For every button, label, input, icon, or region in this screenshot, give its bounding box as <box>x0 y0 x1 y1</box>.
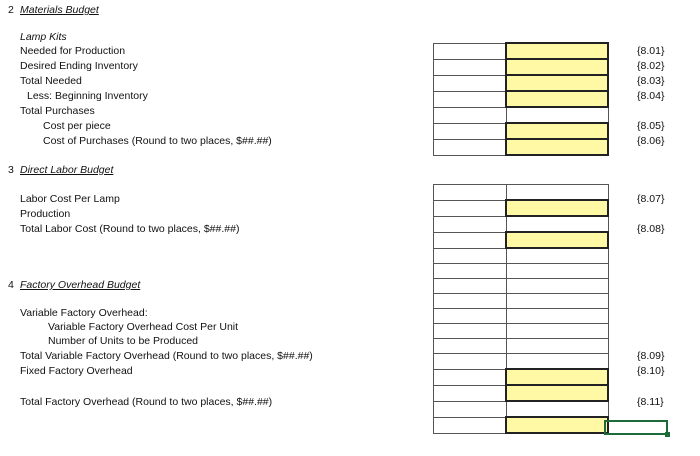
answer-cell-8-06[interactable] <box>506 139 608 155</box>
row-label-units-to-be-produced: Number of Units to be Produced <box>48 335 198 347</box>
grid-cell[interactable] <box>506 279 608 294</box>
answer-cell-8-05[interactable] <box>506 123 608 139</box>
grid-cell[interactable] <box>434 216 507 232</box>
answer-label-8-06: {8.06} <box>637 135 665 147</box>
grid-cell[interactable] <box>506 264 608 279</box>
grid-cell[interactable] <box>434 294 507 309</box>
input-grid <box>433 42 609 434</box>
answer-cell-8-07[interactable] <box>506 200 608 216</box>
grid-cell[interactable] <box>434 339 507 354</box>
answer-label-8-07: {8.07} <box>637 193 665 205</box>
answer-cell-8-02[interactable] <box>506 59 608 75</box>
grid-cell[interactable] <box>506 216 608 232</box>
grid-cell[interactable] <box>506 294 608 309</box>
grid-cell[interactable] <box>434 354 507 370</box>
grid-cell[interactable] <box>434 200 507 216</box>
grid-cell[interactable] <box>506 248 608 264</box>
section-title-labor: Direct Labor Budget <box>20 164 114 176</box>
grid-cell[interactable] <box>434 91 507 107</box>
answer-label-8-02: {8.02} <box>637 60 665 72</box>
row-label-cost-per-piece: Cost per piece <box>43 120 111 132</box>
answer-label-8-11: {8.11} <box>637 396 664 408</box>
answer-label-8-05: {8.05} <box>637 120 665 132</box>
answer-label-8-03: {8.03} <box>637 75 665 87</box>
answer-cell-8-09[interactable] <box>506 369 608 385</box>
row-label-needed-for-production: Needed for Production <box>20 45 126 57</box>
answer-label-8-09: {8.09} <box>637 350 665 362</box>
grid-cell[interactable] <box>506 354 608 370</box>
answer-cell-8-01[interactable] <box>506 43 608 59</box>
row-label-total-needed: Total Needed <box>20 75 82 87</box>
row-label-cost-of-purchases: Cost of Purchases (Round to two places, $##.##) <box>43 135 272 147</box>
grid-cell[interactable] <box>434 248 507 264</box>
answer-cell-8-03[interactable] <box>506 75 608 91</box>
row-label-lamp-kits: Lamp Kits <box>20 31 67 43</box>
section-number-materials: 2 <box>8 4 14 16</box>
row-label-total-overhead: Total Factory Overhead (Round to two places, $##.##) <box>20 396 273 408</box>
grid-cell[interactable] <box>506 324 608 339</box>
answer-cell-8-04[interactable] <box>506 91 608 107</box>
section-number-labor: 3 <box>8 164 14 176</box>
grid-cell[interactable] <box>434 185 507 201</box>
grid-cell[interactable] <box>434 385 507 401</box>
row-label-labor-cost-per-lamp: Labor Cost Per Lamp <box>20 193 120 205</box>
grid-cell[interactable] <box>506 107 608 123</box>
answer-cell-8-10[interactable] <box>506 385 608 401</box>
grid-cell[interactable] <box>434 264 507 279</box>
grid-cell[interactable] <box>434 75 507 91</box>
grid-cell[interactable] <box>434 139 507 155</box>
answer-label-8-04: {8.04} <box>637 90 665 102</box>
row-label-desired-ending-inventory: Desired Ending Inventory <box>20 60 138 72</box>
grid-cell[interactable] <box>434 324 507 339</box>
answer-label-8-01: {8.01} <box>637 45 665 57</box>
row-label-total-variable-overhead: Total Variable Factory Overhead (Round to two places, $##.##) <box>20 350 313 362</box>
grid-cell[interactable] <box>434 401 507 417</box>
row-label-variable-cost-per-unit: Variable Factory Overhead Cost Per Unit <box>48 321 239 333</box>
row-label-variable-factory-overhead: Variable Factory Overhead: <box>20 307 148 319</box>
row-label-less-beginning-inventory: Less: Beginning Inventory <box>27 90 148 102</box>
grid-cell[interactable] <box>506 401 608 417</box>
answer-cell-8-08[interactable] <box>506 232 608 248</box>
grid-cell[interactable] <box>434 232 507 248</box>
row-label-total-labor-cost: Total Labor Cost (Round to two places, $##.##) <box>20 223 240 235</box>
grid-cell[interactable] <box>434 59 507 75</box>
row-label-fixed-overhead: Fixed Factory Overhead <box>20 365 133 377</box>
answer-label-8-08: {8.08} <box>637 223 665 235</box>
grid-cell[interactable] <box>434 309 507 324</box>
section-number-overhead: 4 <box>8 279 14 291</box>
selected-cell[interactable] <box>604 420 668 435</box>
answer-cell-8-11[interactable] <box>506 417 608 433</box>
fill-handle[interactable] <box>665 432 670 437</box>
grid-cell[interactable] <box>434 107 507 123</box>
answer-label-8-10: {8.10} <box>637 365 665 377</box>
section-title-materials: Materials Budget <box>20 4 99 16</box>
grid-cell[interactable] <box>434 417 507 433</box>
grid-cell[interactable] <box>434 43 507 59</box>
section-title-overhead: Factory Overhead Budget <box>20 279 141 291</box>
grid-cell[interactable] <box>506 309 608 324</box>
grid-cell[interactable] <box>434 123 507 139</box>
row-label-production: Production <box>20 208 71 220</box>
grid-cell[interactable] <box>506 185 608 201</box>
grid-cell[interactable] <box>506 339 608 354</box>
grid-cell[interactable] <box>434 279 507 294</box>
row-label-total-purchases: Total Purchases <box>20 105 95 117</box>
grid-cell[interactable] <box>434 369 507 385</box>
